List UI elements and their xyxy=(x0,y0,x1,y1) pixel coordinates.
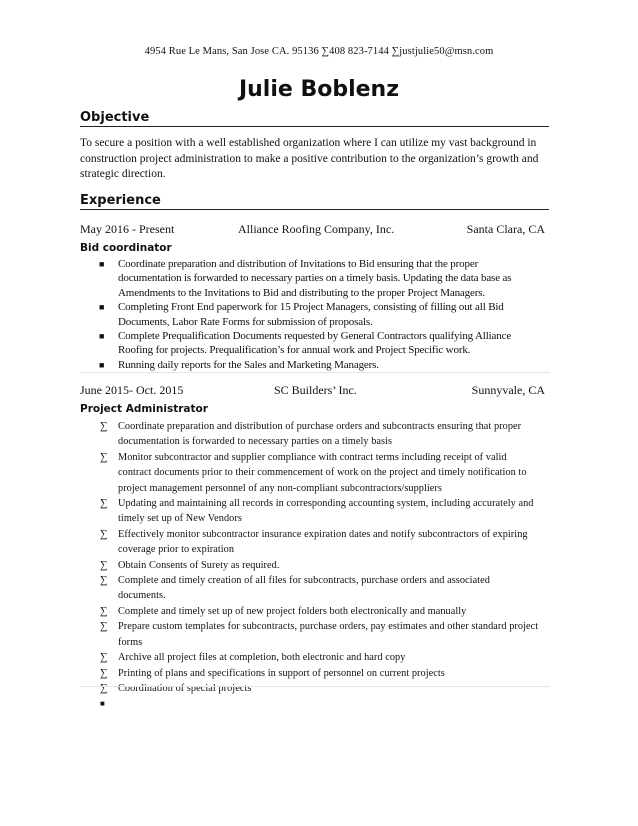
job-header xyxy=(80,383,545,399)
square-bullet-icon: ■ xyxy=(99,302,105,313)
job-bullet-list xyxy=(100,419,540,712)
job-bullet-list xyxy=(99,257,539,372)
objective-text: To secure a position with a well established organization where I can utilize my vast background in construction project administration to make a positive contribution to the organization’s growth and strategic direction. xyxy=(80,137,539,180)
job-location: Santa Clara, CA xyxy=(466,222,545,236)
sigma-bullet-icon: ∑ xyxy=(100,667,108,679)
list-item: ■ Running daily reports for the Sales and Marketing Managers. xyxy=(99,358,379,371)
list-item: ∑ Coordination of special projects xyxy=(100,681,540,696)
sigma-bullet-icon: ∑ xyxy=(100,451,108,463)
sigma-bullet-icon: ∑ xyxy=(100,421,108,432)
contact-info: 4954 Rue Le Mans, San Jose CA. 95136 ∑408 823-7144 ∑justjulie50@msn.com xyxy=(144,46,494,57)
job-role: Bid coordinator xyxy=(80,242,172,254)
sigma-bullet-icon: ∑ xyxy=(100,559,108,571)
list-item: ∑ Effectively monitor subcontractor insurance expiration dates and notify subcontractors of expiring coverage prior to expiration xyxy=(100,528,528,556)
square-bullet-icon: ■ xyxy=(99,259,105,269)
divider xyxy=(80,372,550,373)
experience-heading: Experience xyxy=(80,193,549,210)
applicant-name: Julie Boblenz xyxy=(238,77,400,102)
job-location: Sunnyvale, CA xyxy=(471,383,545,397)
job-role: Project Administrator xyxy=(80,403,208,415)
sigma-bullet-icon: ∑ xyxy=(100,682,108,694)
sigma-bullet-icon: ∑ xyxy=(100,652,108,664)
list-item: ∑ Archive all project files at completion, both electronic and hard copy xyxy=(100,650,540,665)
job-header xyxy=(80,222,545,238)
divider xyxy=(80,686,550,687)
sigma-bullet-icon: ∑ xyxy=(100,575,108,587)
sigma-bullet-icon: ∑ xyxy=(100,498,108,510)
list-item: ∑ Obtain Consents of Surety as required. xyxy=(100,558,540,573)
sigma-bullet-icon: ∑ xyxy=(100,528,108,540)
list-item: ∑ Complete and timely creation of all files for subcontracts, purchase orders and associated documents. xyxy=(100,575,490,602)
list-item xyxy=(100,696,540,711)
sigma-bullet-icon: ∑ xyxy=(100,621,108,633)
list-item: ∑ Updating and maintaining all records in corresponding accounting system, including accurately and timely set up of New Vendors xyxy=(100,498,534,525)
list-item: ∑ Prepare custom templates for subcontracts, purchase orders, pay estimates and other standard project forms xyxy=(100,621,539,648)
square-bullet-icon: ■ xyxy=(99,331,105,342)
job-company: Alliance Roofing Company, Inc. xyxy=(238,222,395,236)
job-dates: May 2016 - Present xyxy=(80,222,175,236)
list-item: ∑ Coordinate preparation and distribution of purchase orders and subcontracts ensuring that proper documentation is forwarded to necessary parties on a timely basis xyxy=(100,421,522,448)
list-item: ■ Coordinate preparation and distribution of Invitations to Bid ensuring that the proper documentation is forwarded to necessary parties on a timely basis. Updating the data base as Amendments to the Invitations to Bid and distributing to the proper Project Managers. xyxy=(99,258,512,299)
list-item: ∑ Complete and timely set up of new project folders both electronically and manually xyxy=(100,604,540,619)
objective-heading: Objective xyxy=(80,110,549,127)
list-item: ∑ Printing of plans and specifications in support of personnel on current projects xyxy=(100,666,540,681)
sigma-bullet-icon: ∑ xyxy=(100,605,108,617)
square-bullet-icon: ■ xyxy=(99,359,105,370)
list-item: ■ Completing Front End paperwork for 15 Project Managers, consisting of filling out all Bid Documents, Labor Rate Forms for submission of proposals. xyxy=(99,301,504,328)
job-dates: June 2015- Oct. 2015 xyxy=(80,383,184,397)
list-item: ■ Complete Prequalification Documents requested by General Contractors qualifying Alliance Roofing for projects. Prequalification’s for annual work and Project Specific work. xyxy=(99,330,512,357)
list-item: ∑ Monitor subcontractor and supplier compliance with contract terms including receipt of valid contract documents prior to their commencement of work on the project and timely notification to project management personnel of any non-compliant subcontractors/suppliers xyxy=(100,451,527,494)
job-company: SC Builders’ Inc. xyxy=(274,383,357,397)
square-bullet-icon: ■ xyxy=(100,699,105,709)
